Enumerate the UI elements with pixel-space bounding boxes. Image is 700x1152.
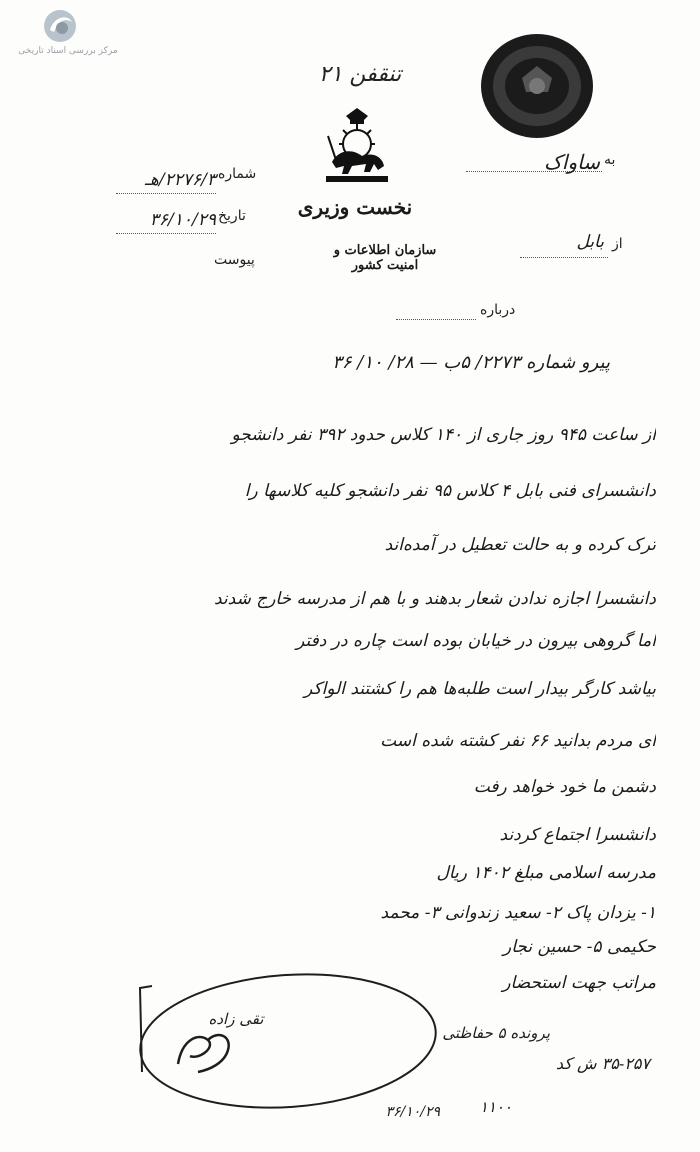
- body-line: دانشسرا اجازه ندادن شعار بدهند و با هم از مدرسه خارج شدند: [214, 589, 656, 609]
- footer-handnote: ۳۵-۲۵۷ ش کد: [555, 1054, 650, 1073]
- body-line: ترک کرده و به حالت تعطیل در آمده‌اند: [384, 535, 656, 555]
- number-dotted-line: [116, 192, 216, 194]
- date-value: ۳۶/۱۰/۲۹: [149, 210, 216, 230]
- body-line: دانشسرا اجتماع کردند: [499, 825, 656, 845]
- body-line: مراتب جهت استحضار: [502, 973, 656, 993]
- footer-handnote: پرونده ۵ حفاظتی: [442, 1024, 550, 1042]
- archive-logo: [8, 8, 128, 58]
- subject-dotted-line: [396, 318, 476, 320]
- number-value: ۲۲۷۶/۳/هـ: [144, 170, 216, 190]
- ministry-title: نخست وزیری: [297, 195, 413, 219]
- oval-handwritten-name: تقی زاده: [208, 1010, 264, 1028]
- body-line: دشمن ما خود خواهد رفت: [473, 777, 656, 797]
- date-dotted-line: [116, 232, 216, 234]
- top-handwritten-note: تنقفن ۲۱: [318, 62, 402, 87]
- lion-and-sun-emblem-icon: [312, 100, 402, 190]
- attachment-label: پیوست: [214, 252, 255, 268]
- footer-handnote: ۳۶/۱۰/۲۹: [385, 1104, 440, 1120]
- to-label: به: [604, 152, 616, 168]
- body-line: دانشسرای فنی بابل ۴ کلاس ۹۵ نفر دانشجو کلیه کلاسها را: [244, 481, 656, 501]
- from-dotted-line: [520, 256, 608, 258]
- body-line: مدرسه اسلامی مبلغ ۱۴۰۲ ریال: [436, 863, 656, 883]
- body-line: ای مردم بدانید ۶۶ نفر کشته شده است: [380, 731, 656, 751]
- subject-label: درباره: [480, 302, 516, 318]
- from-label: از: [612, 236, 623, 252]
- to-value: ساواک: [544, 150, 600, 174]
- body-line: حکیمی ۵- حسین نجار: [503, 937, 656, 957]
- date-label: تاریخ: [218, 208, 246, 224]
- body-line: از ساعت ۹۴۵ روز جاری از ۱۴۰ کلاس حدود ۳۹۲ نفر دانشجو: [231, 425, 656, 445]
- body-line: اما گروهی بیرون در خیابان بوده است چاره در دفتر: [296, 631, 656, 651]
- body-line: بیاشد کارگر بیدار است طلبه‌ها هم را کشتند الواکر: [304, 679, 656, 699]
- archive-watermark-text: مرکز بررسی اسناد تاریخی: [18, 46, 118, 56]
- organization-name: سازمان اطلاعات و امنیت کشور: [333, 243, 437, 273]
- reference-line: پیرو شماره ۲۲۷۳/ ۵ب — ۲۸/ ۱۰/ ۳۶: [332, 352, 610, 373]
- handwritten-signature-mark: [168, 1020, 238, 1078]
- body-line: ۱- یزدان پاک ۲- سعید زندوانی ۳- محمد: [380, 903, 656, 923]
- official-seal-icon: [478, 30, 596, 142]
- handwritten-bracket-mark: [136, 984, 154, 1074]
- from-value: بابل: [576, 232, 604, 252]
- footer-handnote: ۱۱۰۰: [479, 1098, 512, 1116]
- archive-emblem-icon: [42, 8, 78, 44]
- number-label: شماره: [218, 166, 257, 182]
